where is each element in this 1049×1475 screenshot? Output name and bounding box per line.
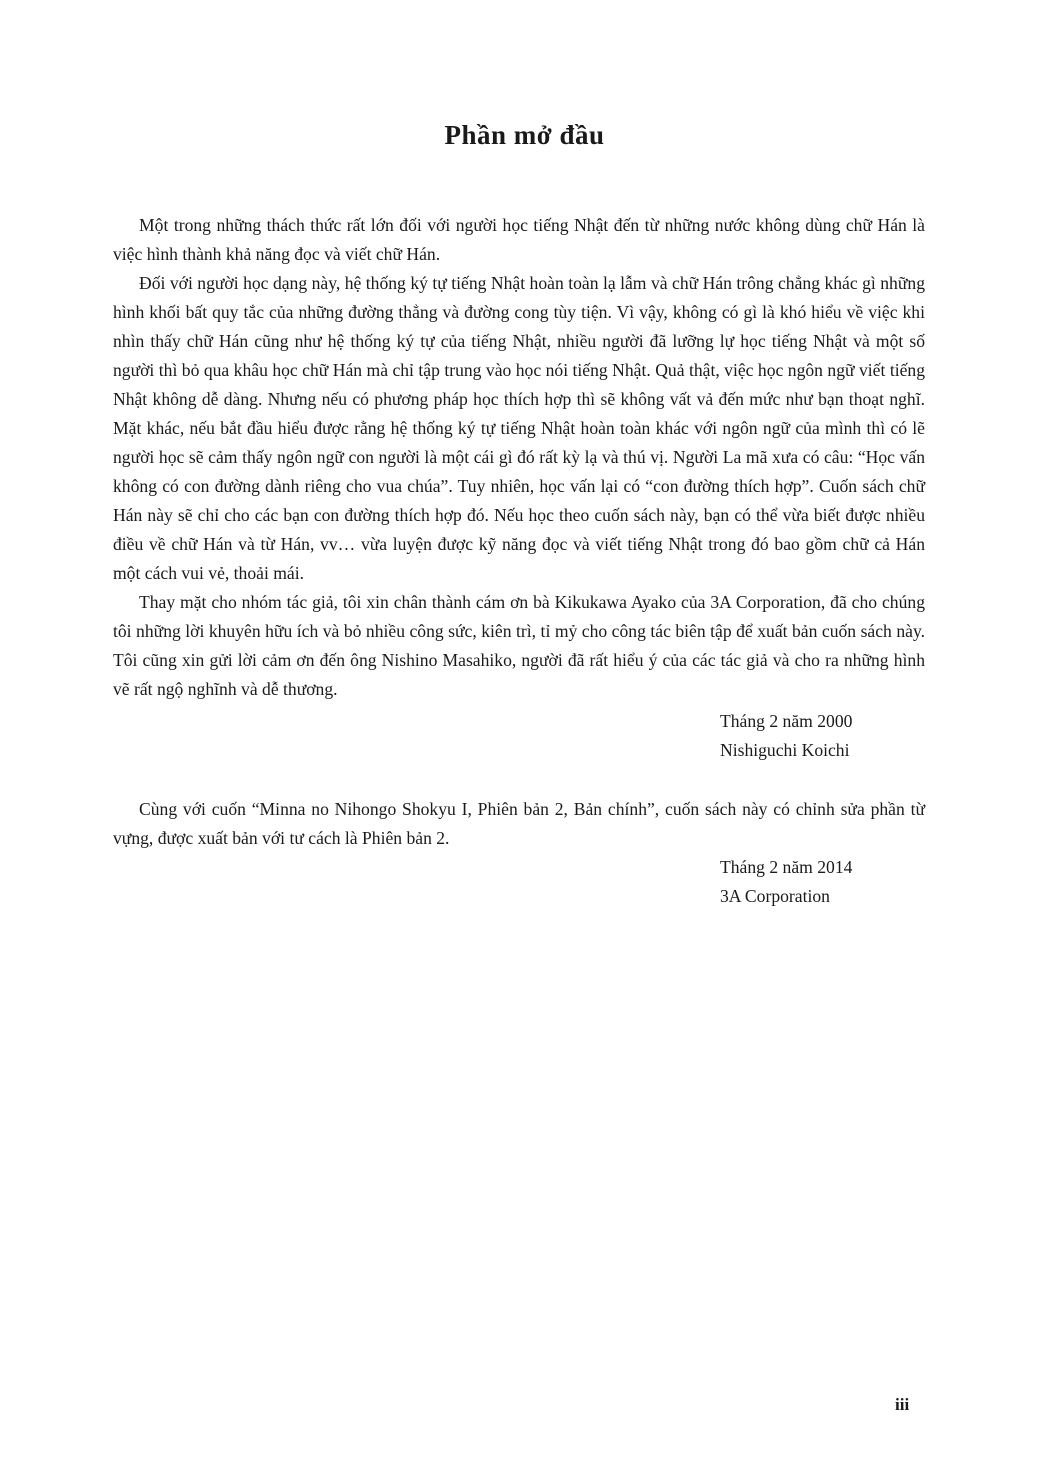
signature-1-name: Nishiguchi Koichi	[720, 740, 850, 760]
signature-1-date: Tháng 2 năm 2000	[720, 711, 853, 731]
edition-note: Cùng với cuốn “Minna no Nihongo Shokyu I, Phiên bản 2, Bản chính”, cuốn sách này có chỉnh sửa phần từ vựng, được xuất bản với tư cách là Phiên bản 2.	[113, 799, 925, 848]
signature-block-2	[720, 853, 925, 911]
body-text	[113, 211, 925, 911]
paragraph-1: Một trong những thách thức rất lớn đối với người học tiếng Nhật đến từ những nước không dùng chữ Hán là việc hình thành khả năng đọc và viết chữ Hán.	[113, 215, 925, 264]
signature-2-date: Tháng 2 năm 2014	[720, 857, 853, 877]
signature-2-name: 3A Corporation	[720, 886, 830, 906]
page-title: Phần mở đầu	[444, 120, 605, 150]
section-gap	[113, 765, 925, 795]
paragraph-2: Đối với người học dạng này, hệ thống ký tự tiếng Nhật hoàn toàn lạ lẫm và chữ Hán trông chẳng khác gì những hình khối bất quy tắc của những đường thẳng và đường cong tùy tiện. Vì vậy, không có gì là khó hiểu về việc khi nhìn thấy chữ Hán cũng như hệ thống ký tự của tiếng Nhật, nhiều người đã lưỡng lự học tiếng Nhật và một số người thì bỏ qua khâu học chữ Hán mà chỉ tập trung vào học nói tiếng Nhật. Quả thật, việc học ngôn ngữ viết tiếng Nhật không dễ dàng. Nhưng nếu có phương pháp học thích hợp thì sẽ không vất vả đến mức như bạn thoạt nghĩ. Mặt khác, nếu bắt đầu hiểu được rằng hệ thống ký tự tiếng Nhật hoàn toàn khác với ngôn ngữ của mình thì có lẽ người học sẽ cảm thấy ngôn ngữ con người là một cái gì đó rất kỳ lạ và thú vị. Người La mã xưa có câu: “Học vấn không có con đường dành riêng cho vua chúa”. Tuy nhiên, học vấn lại có “con đường thích hợp”. Cuốn sách chữ Hán này sẽ chỉ cho các bạn con đường thích hợp đó. Nếu học theo cuốn sách này, bạn có thể vừa biết được nhiều điều về chữ Hán và từ Hán, vv… vừa luyện được kỹ năng đọc và viết tiếng Nhật trong đó bao gồm chữ cả Hán một cách vui vẻ, thoải mái.	[113, 273, 925, 583]
signature-block-1	[720, 707, 925, 765]
page-number: iii	[895, 1395, 910, 1414]
paragraph-3: Thay mặt cho nhóm tác giả, tôi xin chân thành cám ơn bà Kikukawa Ayako của 3A Corporation, đã cho chúng tôi những lời khuyên hữu ích và bỏ nhiều công sức, kiên trì, tỉ mỷ cho công tác biên tập để xuất bản cuốn sách này. Tôi cũng xin gửi lời cảm ơn đến ông Nishino Masahiko, người đã rất hiểu ý của các tác giả và cho ra những hình vẽ rất ngộ nghĩnh và dễ thương.	[113, 592, 925, 699]
